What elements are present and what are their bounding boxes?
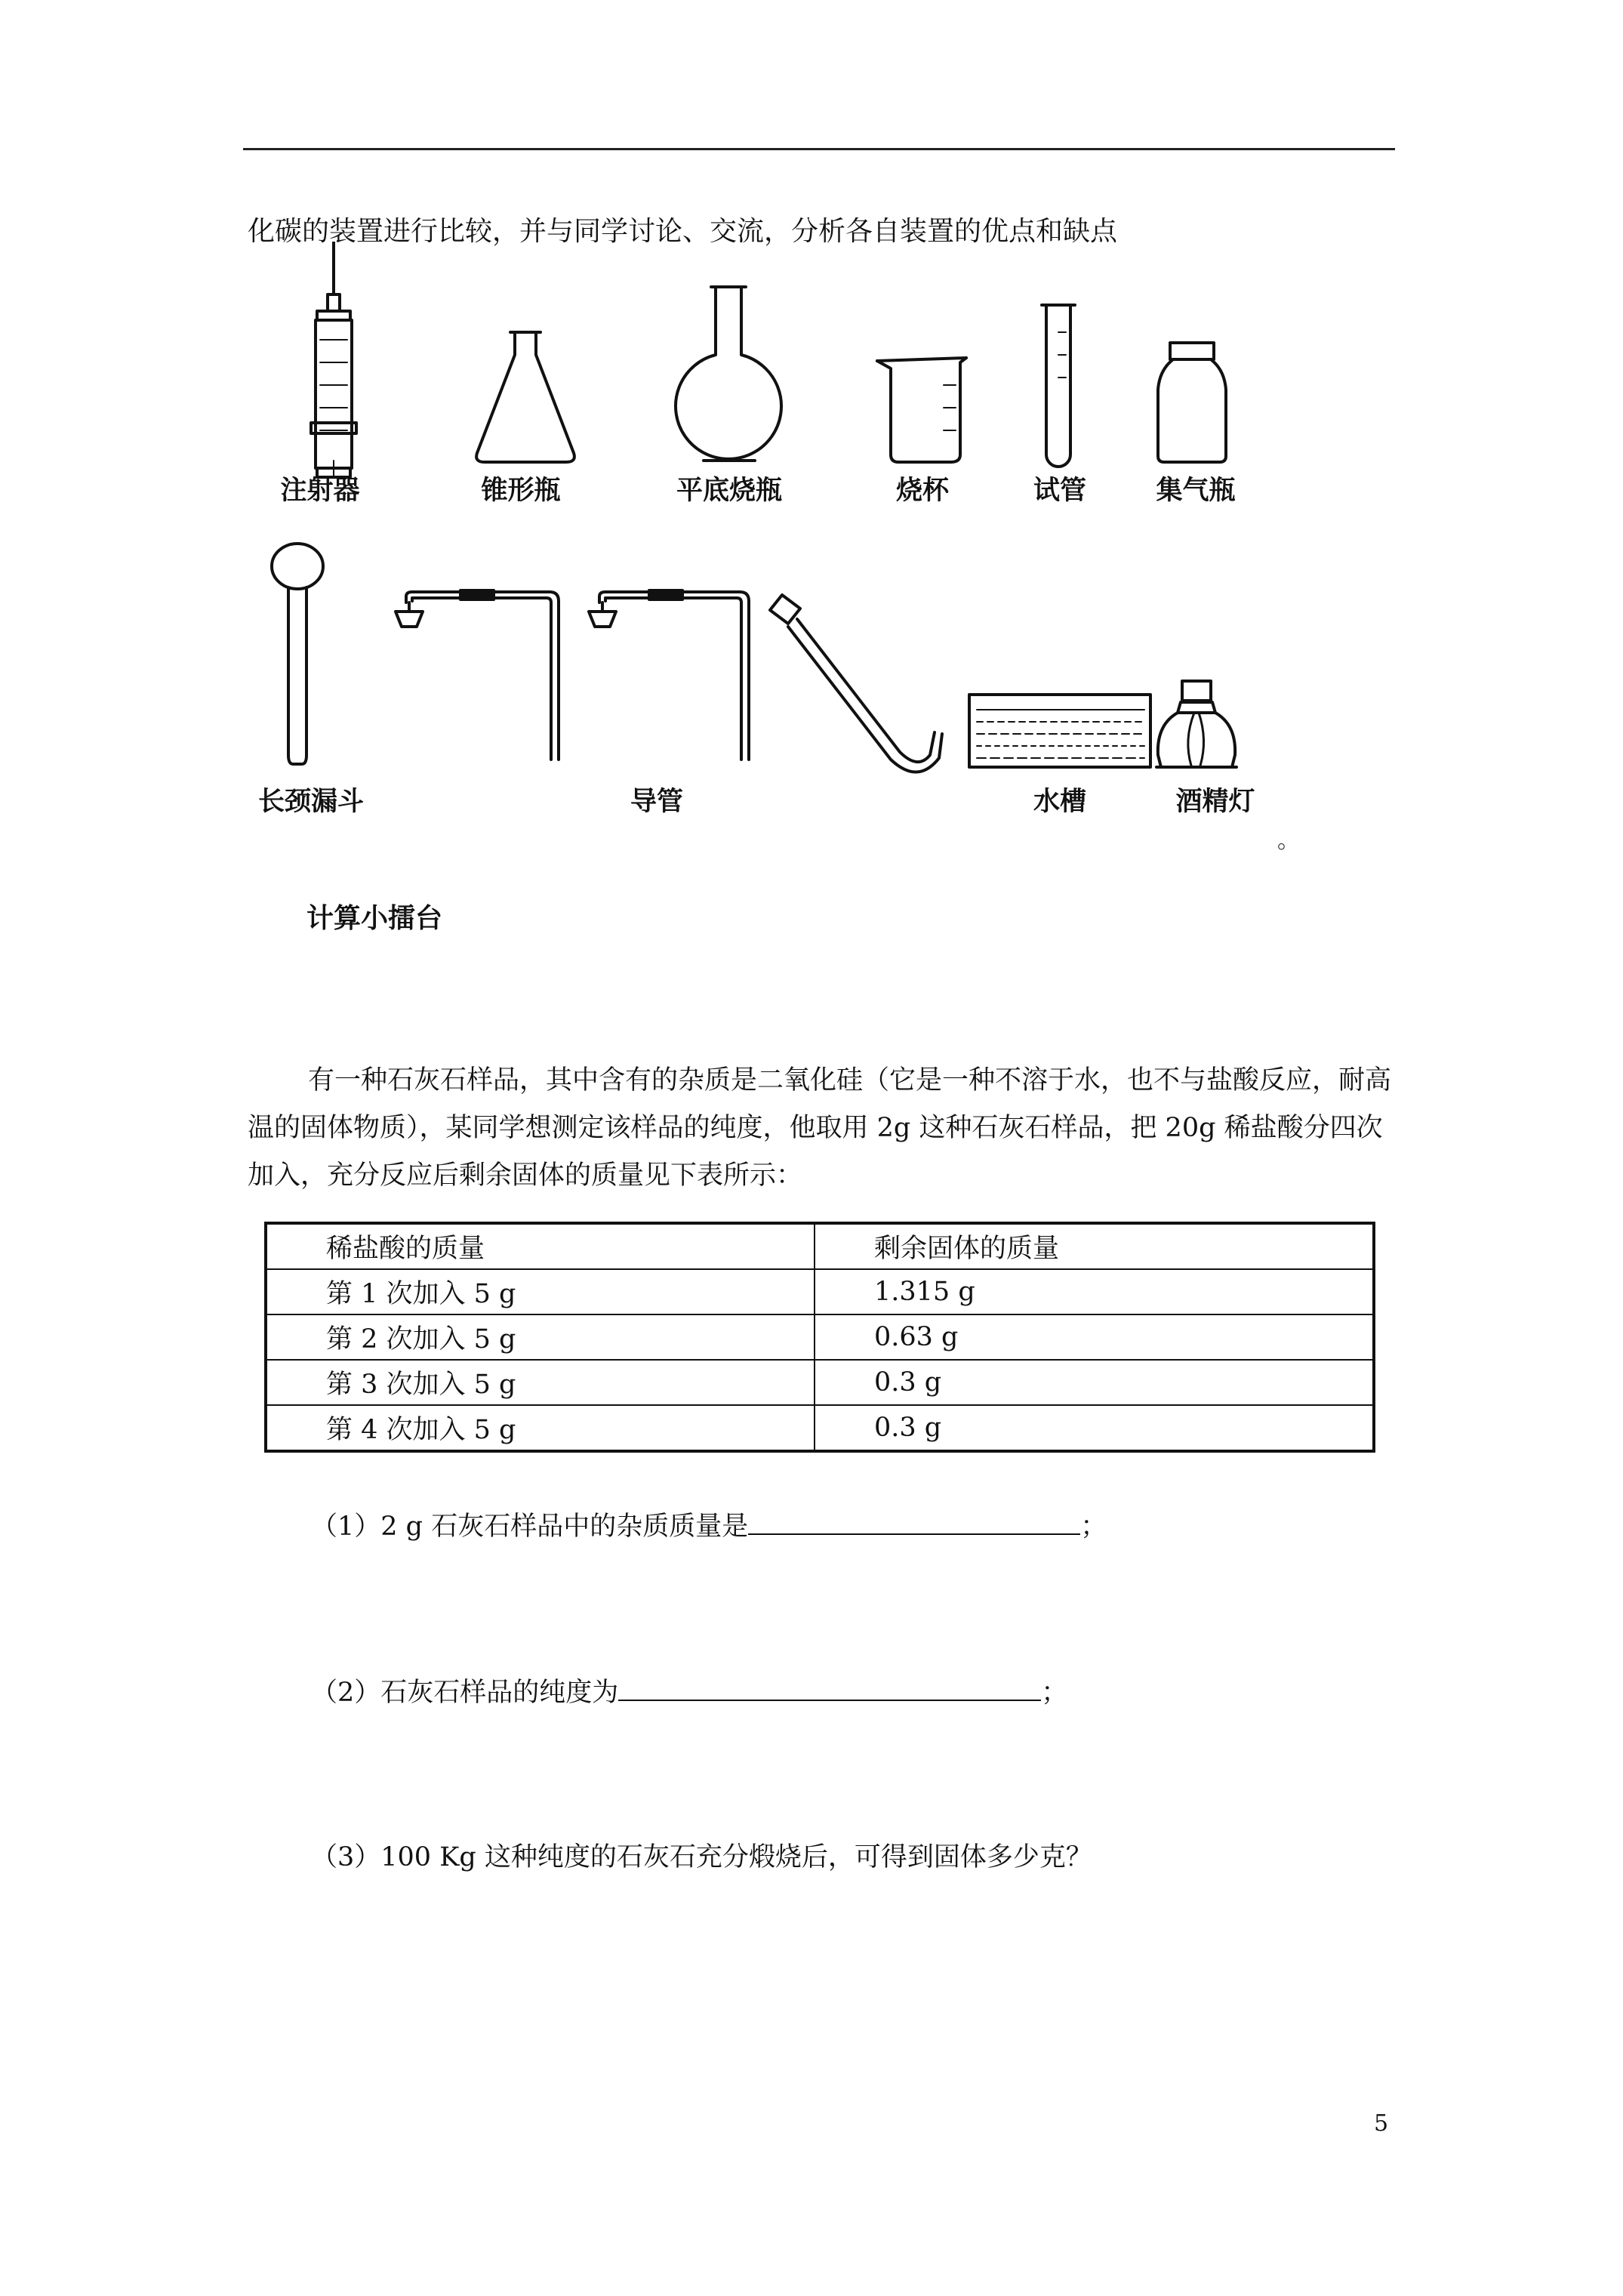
water-trough-figure xyxy=(969,695,1150,767)
syringe-figure xyxy=(311,242,356,477)
question-1-terminator: ； xyxy=(1080,1512,1107,1542)
table-cell: 0.3 g xyxy=(815,1405,1374,1451)
apparatus-illustrations xyxy=(242,242,1313,838)
header-rule xyxy=(243,148,1395,150)
delivery-tube-figure-1 xyxy=(396,590,559,760)
results-table xyxy=(264,1222,1375,1453)
table-row xyxy=(266,1269,1374,1314)
label-alcohol-lamp: 酒精灯 xyxy=(1175,787,1255,817)
question-1-text: （1）2 g 石灰石样品中的杂质质量是 xyxy=(311,1512,749,1542)
answer-blank-1[interactable] xyxy=(748,1506,1080,1535)
long-neck-funnel-figure xyxy=(272,544,323,764)
table-cell: 0.3 g xyxy=(815,1360,1374,1405)
alcohol-lamp-figure xyxy=(1156,681,1236,767)
label-gas-jar: 集气瓶 xyxy=(1156,476,1236,506)
problem-text: 有一种石灰石样品，其中含有的杂质是二氧化硅（它是一种不溶于水，也不与盐酸反应，耐高温的固体物质），某同学想测定该样品的纯度，他取用 2g 这种石灰石样品，把 20g 稀盐酸分四次加入，充分反应后剩余固体的质量见下表所示： xyxy=(248,1065,1392,1191)
table-header: 剩余固体的质量 xyxy=(815,1223,1374,1269)
label-delivery-tube: 导管 xyxy=(630,787,684,817)
label-conical-flask: 锥形瓶 xyxy=(481,476,561,506)
question-2-terminator: ； xyxy=(1041,1678,1068,1708)
problem-paragraph xyxy=(248,1057,1395,1200)
table-cell: 第 4 次加入 5 g xyxy=(266,1405,815,1451)
question-1 xyxy=(311,1505,1107,1543)
page-number: 5 xyxy=(1374,2110,1389,2137)
label-water-trough: 水槽 xyxy=(1033,787,1087,817)
table-cell: 第 2 次加入 5 g xyxy=(266,1314,815,1360)
table-row xyxy=(266,1405,1374,1451)
question-2 xyxy=(311,1672,1067,1709)
answer-blank-2[interactable] xyxy=(618,1672,1041,1701)
flat-bottom-flask-figure xyxy=(676,287,781,461)
intro-text: 化碳的装置进行比较，并与同学讨论、交流，分析各自装置的优点和缺点 xyxy=(248,216,1118,247)
label-flat-bottom-flask: 平底烧瓶 xyxy=(676,476,783,506)
table-header-row xyxy=(266,1223,1374,1269)
beaker-figure xyxy=(877,358,966,462)
table-cell: 第 1 次加入 5 g xyxy=(266,1269,815,1314)
conical-flask-figure xyxy=(476,332,574,462)
question-3: （3）100 Kg 这种纯度的石灰石充分煅烧后，可得到固体多少克？ xyxy=(311,1842,1092,1872)
table-header: 稀盐酸的质量 xyxy=(266,1223,815,1269)
gas-jar-figure xyxy=(1158,343,1226,462)
table-row xyxy=(266,1314,1374,1360)
label-beaker: 烧杯 xyxy=(895,476,950,506)
table-cell: 0.63 g xyxy=(815,1314,1374,1360)
section-title: 计算小擂台 xyxy=(306,903,443,934)
delivery-tube-figure-2 xyxy=(589,590,749,760)
end-mark: 。 xyxy=(1277,827,1300,854)
bent-tube-figure xyxy=(770,595,942,772)
table-cell: 1.315 g xyxy=(815,1269,1374,1314)
table-row xyxy=(266,1360,1374,1405)
test-tube-figure xyxy=(1042,305,1075,467)
question-2-text: （2）石灰石样品的纯度为 xyxy=(311,1678,619,1708)
label-syringe: 注射器 xyxy=(280,476,360,506)
table-cell: 第 3 次加入 5 g xyxy=(266,1360,815,1405)
label-long-neck-funnel: 长颈漏斗 xyxy=(257,787,365,817)
label-test-tube: 试管 xyxy=(1033,476,1087,506)
